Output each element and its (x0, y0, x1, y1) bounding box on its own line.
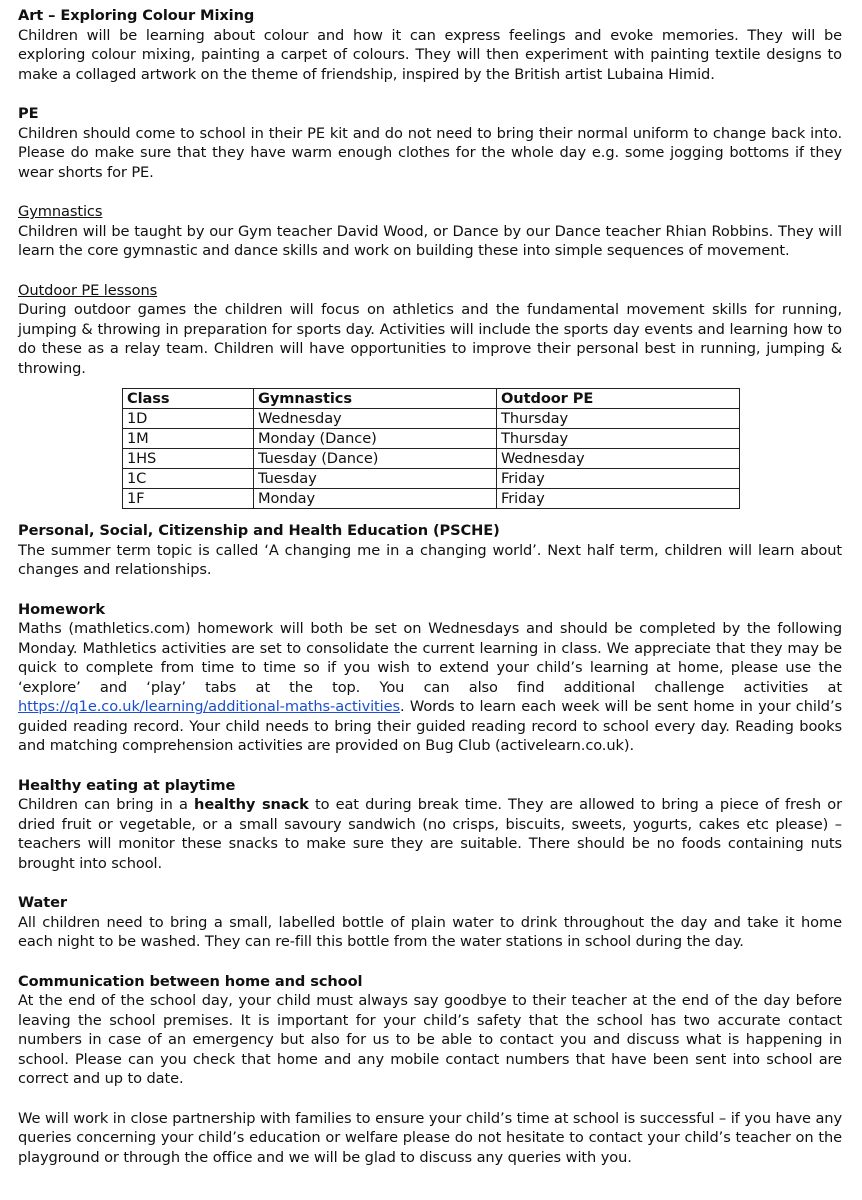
cell-outdoor-pe: Thursday (497, 409, 740, 429)
table-row (123, 409, 740, 429)
healthy-text-start: Children can bring in a (18, 796, 195, 813)
cell-class: 1M (123, 429, 254, 449)
healthy-snack-emphasis: healthy snack (194, 796, 309, 813)
table-header-row (123, 389, 740, 409)
gymnastics-body: Children will be taught by our Gym teacher David Wood, or Dance by our Dance teacher Rhian Robbins. They will learn the core gymnastic and dance skills and work on building these into simple sequences of movement. (18, 222, 842, 259)
table-row (123, 449, 740, 469)
cell-outdoor-pe: Wednesday (497, 449, 740, 469)
homework-body (18, 619, 842, 756)
water-body: All children need to bring a small, labelled bottle of plain water to drink throughout the day and take it home each night to be washed. They can re-fill this bottle from the water stations in school during the day. (18, 913, 842, 950)
header-class: Class (123, 389, 254, 409)
table-row (123, 469, 740, 489)
art-heading: Art – Exploring Colour Mixing (18, 7, 255, 24)
pe-schedule-table (122, 388, 740, 509)
cell-gymnastics: Monday (Dance) (254, 429, 497, 449)
pe-body: Children should come to school in their PE kit and do not need to bring their normal uniform to change back into. Please do make sure that they have warm enough clothes for the whole day e.g. some jogging bottoms if they wear shorts for PE. (18, 124, 842, 181)
pe-heading: PE (18, 105, 39, 122)
cell-class: 1C (123, 469, 254, 489)
header-outdoor-pe: Outdoor PE (497, 389, 740, 409)
outdoor-pe-body: During outdoor games the children will focus on athletics and the fundamental movement skills for running, jumping & throwing in preparation for sports day. Activities will include the sports day events and learning how to do these as a relay team. Children will have opportunities to improve their personal best in running, jumping & throwing. (18, 301, 842, 377)
cell-class: 1F (123, 489, 254, 509)
cell-outdoor-pe: Friday (497, 489, 740, 509)
cell-outdoor-pe: Thursday (497, 429, 740, 449)
art-body: Children will be learning about colour and how it can express feelings and evoke memories. They will be exploring colour mixing, painting a carpet of colours. They will then experiment with painting textile designs to make a collaged artwork on the theme of friendship, inspired by the British artist Lubaina Himid. (18, 26, 842, 83)
cell-gymnastics: Tuesday (Dance) (254, 449, 497, 469)
maths-activities-link[interactable]: https://q1e.co.uk/learning/additional-maths-activities (18, 698, 401, 715)
psche-heading: Personal, Social, Citizenship and Health Education (PSCHE) (18, 522, 500, 539)
cell-gymnastics: Wednesday (254, 409, 497, 429)
cell-outdoor-pe: Friday (497, 469, 740, 489)
header-gymnastics: Gymnastics (254, 389, 497, 409)
cell-class: 1D (123, 409, 254, 429)
cell-gymnastics: Tuesday (254, 469, 497, 489)
healthy-text-end: to eat during break time. They are allowed to bring a piece of fresh or dried fruit or vegetable, or a small savoury sandwich (no crisps, biscuits, sweets, yogurts, cakes etc please) – teachers will monitor these snacks to make sure they are suitable. There should be no foods containing nuts brought into school. (18, 796, 843, 872)
psche-body: The summer term topic is called ‘A changing me in a changing world’. Next half term, children will learn about changes and relationships. (18, 541, 842, 578)
cell-gymnastics: Monday (254, 489, 497, 509)
healthy-eating-heading: Healthy eating at playtime (18, 776, 236, 794)
cell-class: 1HS (123, 449, 254, 469)
homework-text-start: Maths (mathletics.com) homework will both be set on Wednesdays and should be completed by the following Monday. Mathletics activities are set to consolidate the current learning in class. We appreciate that they may be quick to complete from time to time so if you wish to extend your child’s learning at home, please use the ‘explore’ and ‘play’ tabs at the top. You can also find additional challenge activities at (18, 620, 842, 696)
homework-text-end: . Words to learn each week will be sent home in your child’s guided reading record. Your child needs to bring their guided reading record to school every day. Reading books and matching comprehension activities are provided on Bug Club (activelearn.co.uk). (18, 698, 842, 754)
communication-body: At the end of the school day, your child must always say goodbye to their teacher at the end of the day before leaving the school premises. It is important for your child’s safety that the school has two accurate contact numbers in case of an emergency but also for us to be able to contact you and discuss what is happening in school. Please can you check that home and any mobile contact numbers that have been sent into school are correct and up to date. (18, 992, 842, 1087)
outdoor-pe-heading: Outdoor PE lessons (18, 281, 158, 299)
homework-heading: Homework (18, 600, 105, 618)
table-row (123, 489, 740, 509)
table-row (123, 429, 740, 449)
gymnastics-heading: Gymnastics (18, 203, 103, 220)
closing-paragraph: We will work in close partnership with families to ensure your child’s time at school is successful – if you have any queries concerning your child’s education or welfare please do not hesitate to contact your child’s teacher on the playground or through the office and we will be glad to discuss any queries with you. (18, 1109, 842, 1166)
water-heading: Water (18, 894, 67, 911)
communication-heading: Communication between home and school (18, 972, 363, 990)
healthy-eating-body (18, 795, 842, 873)
